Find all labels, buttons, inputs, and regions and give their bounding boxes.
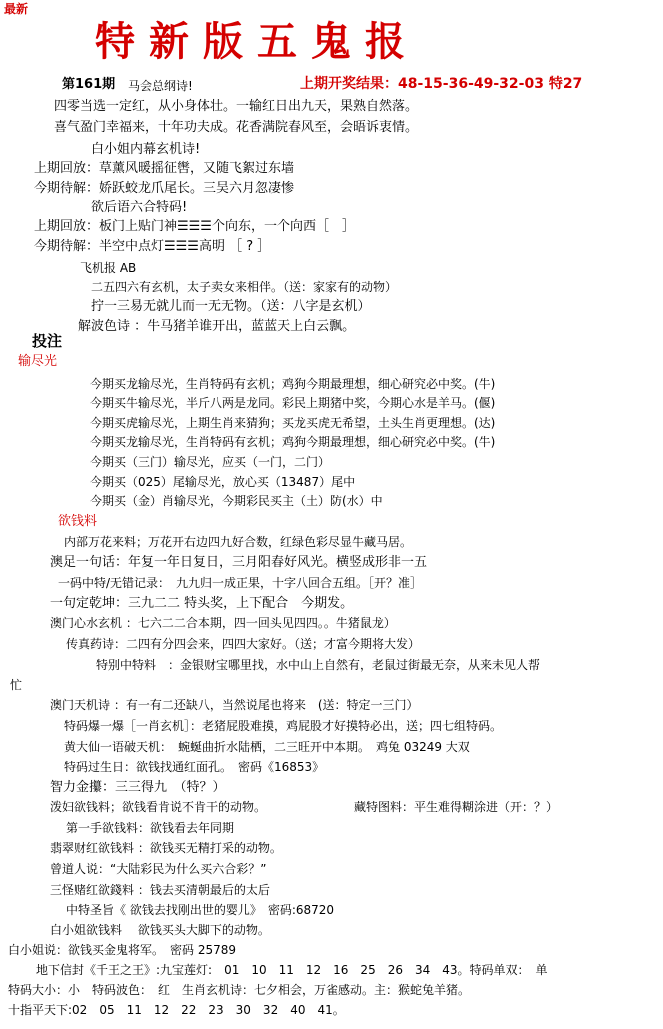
text-line: 澳门天机诗 ：有一有二还缺八，当然说尾也将来 (送：特定一三门） [50,698,419,712]
text-line: 特码爆一爆［一肖玄机］：老猪屁股难摸，鸡屁股才好摸特必出，送；四七组特码。 [64,719,503,733]
section-heading: 白小姐内幕玄机诗! [91,142,201,157]
text-line: 澳门心水玄机 ：七六二二合本期，四一回头见四四。。牛猪鼠龙） [50,616,396,630]
section-heading-money-material: 欲钱料 [58,514,98,529]
section-heading: 飞机报 AB [80,261,137,275]
text-line: 十指平天下:02 05 11 12 22 23 30 32 40 41。 [8,1003,345,1017]
text-line: 泼妇欲钱料；欲钱看肯说不肯干的动物。 [50,800,267,814]
text-line: 今期待解：半空中点灯☰☰☰高明 ［ ? ］ [34,239,271,254]
text-line: 特码过生日：欲钱找通红面孔。 密码《16853》 [64,760,325,774]
text-line: 曾道人说：“大陆彩民为什么买六合彩？” [50,862,267,876]
latest-badge: 最新 [4,2,29,16]
text-line: 上期回放：草薰风暖摇征辔，又随飞絮过东墙 [34,161,295,176]
text-line: 今期买虎输尽光，上期生肖来猜狗；买龙买虎无希望，土头生肖更理想。(达) [90,416,496,430]
text-line: 智力金攥：三三得九 （特？） [50,780,226,795]
text-line: 今期买（025）尾输尽光，放心买（13487）尾中 [90,475,356,489]
text-line: 白小姐欲钱料 欲钱买头大脚下的动物。 [50,923,270,937]
text-line: 传真药诗：二四有分四会来，四四大家好。（送；才富今期将大发） [66,637,421,651]
text-line: 一句定乾坤：三九二二 特头奖，上下配合 今期发。 [50,596,354,611]
text-line: 内部万花来料；万花开右边四九好合数，红绿色彩尽显牛藏马居。 [64,535,413,549]
text-line: 今期买（金）肖输尽光，今期彩民买主（土）防(水）中 [90,494,383,508]
last-draw-result: 上期开奖结果：48-15-36-49-32-03 特27 [300,76,583,92]
text-line: 拧一三易无就儿而一无无物。（送：八字是玄机） [91,299,371,314]
section-heading-bet: 投注 [32,332,63,350]
text-line: 解波色诗 ：牛马猪羊谁开出，蓝蓝天上白云飘。 [78,319,356,334]
text-line: 今期待解：娇跃蛟龙爪尾长。三吴六月忽凄惨 [34,181,295,196]
text-line: 二五四六有玄机，太子卖女来相伴。（送：家家有的动物） [91,280,398,294]
section-heading: 欲后语六合特码! [91,200,188,215]
issue-poem-heading: 马会总纲诗! [128,79,193,93]
text-line: 第一手欲钱料：欲钱看去年同期 [66,821,235,835]
text-line: 三怪赌红欲錢料 ：钱去买清朝最后的太后 [50,883,270,897]
text-line: 澳足一句话：年复一年日复日，三月阳春好风光。横竖成形非一五 [50,555,428,570]
issue-number: 第161期 [62,77,116,92]
text-line: 黄大仙一语破天机： 蜿蜒曲折水陆栖，二三旺开中本期。 鸡兔 03249 大双 [64,740,470,754]
text-line: 上期回放：板门上贴门神☰☰☰个向东，一个向西［ ］ [34,219,355,234]
section-heading-lose-all: 输尽光 [18,354,58,369]
text-line: 忙 [10,678,23,692]
text-line: 特码大小：小 特码波色： 红 生肖玄机诗：七夕相会，万雀感动。主：猴蛇兔羊猪。 [8,983,471,997]
text-line: 今期买牛输尽光，半斤八两是龙同。彩民上期猪中奖，今期心水是羊马。(偃) [90,396,496,410]
poem-line: 喜气盈门幸福来，十年功夫成。花香满院春风至，会晤诉衷情。 [54,120,419,135]
text-line: 翡翠财红欲钱料 ：欲钱买无精打采的动物。 [50,841,282,855]
text-line: 白小姐说：欲钱买金鬼将军。 密码 25789 [8,943,236,957]
text-line: 藏特图料：平生难得糊涂进（开：？） [354,800,559,814]
text-line: 中特圣旨《 欲钱去找刚出世的婴儿》 密码:68720 [66,903,335,917]
text-line: 今期买（三门）输尽光，应买（一门，二门） [90,455,331,469]
text-line: 特别中特料 ：金银财宝哪里找，水中山上自然有，老鼠过街最无奈，从来未见人帮 [96,658,541,672]
page-title: 特新版五鬼报 [95,18,419,65]
text-line: 今期买龙输尽光，生肖特码有玄机；鸡狗今期最理想，细心研究必中奖。(牛) [90,377,496,391]
text-line: 一码中特/无错记录： 九九归一成正果，十字八回合五组。［开？准］ [58,576,423,590]
text-line: 今期买龙输尽光，生肖特码有玄机；鸡狗今期最理想，细心研究必中奖。(牛) [90,435,496,449]
poem-line: 四零当选一定红，从小身体壮。一输红日出九天，果熟自然落。 [54,99,419,114]
text-line: 地下信封《千王之王》:九宝莲灯: 01 10 11 12 16 25 26 34 43。特码单双： 单 [36,963,548,977]
